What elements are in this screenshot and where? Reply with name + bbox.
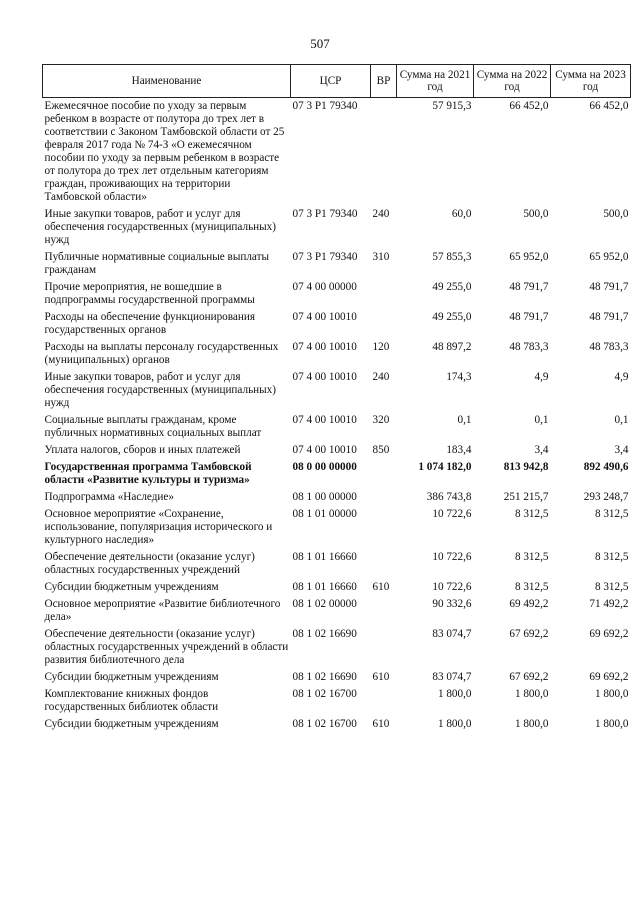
row-vr: 240 bbox=[372, 371, 390, 383]
row-sum-2023: 65 952,0 bbox=[589, 251, 629, 263]
row-vr: 120 bbox=[372, 341, 390, 353]
table-row bbox=[43, 579, 631, 596]
row-csr: 07 4 00 10010 bbox=[292, 444, 357, 456]
row-csr: 08 1 02 16690 bbox=[292, 628, 357, 640]
row-sum-2022: 8 312,5 bbox=[514, 508, 549, 520]
table-row bbox=[43, 506, 631, 549]
table-row bbox=[43, 669, 631, 686]
row-sum-2022: 1 800,0 bbox=[514, 718, 549, 730]
table-row bbox=[43, 309, 631, 339]
row-sum-2023: 1 800,0 bbox=[594, 688, 629, 700]
table-row bbox=[43, 686, 631, 716]
row-vr bbox=[371, 309, 397, 339]
row-csr: 07 4 00 10010 bbox=[292, 341, 357, 353]
header-csr: ЦСР bbox=[291, 65, 371, 98]
row-vr bbox=[371, 596, 397, 626]
row-sum-2021: 386 743,8 bbox=[426, 491, 472, 503]
row-sum-2022: 251 215,7 bbox=[503, 491, 549, 503]
row-csr: 08 1 02 16690 bbox=[292, 671, 357, 683]
table-header bbox=[43, 65, 631, 98]
row-vr bbox=[371, 549, 397, 579]
row-sum-2022: 1 800,0 bbox=[514, 688, 549, 700]
row-csr: 07 3 P1 79340 bbox=[292, 208, 358, 220]
header-vr: ВР bbox=[371, 65, 397, 98]
row-sum-2023: 48 791,7 bbox=[589, 311, 629, 323]
row-vr: 850 bbox=[372, 444, 390, 456]
row-name: Иные закупки товаров, работ и услуг для обеспечения государственных (муниципальных) нужд bbox=[44, 371, 276, 409]
row-sum-2021: 183,4 bbox=[446, 444, 472, 456]
table-row bbox=[43, 249, 631, 279]
header-name: Наименование bbox=[43, 65, 291, 98]
row-name: Расходы на обеспечение функционирования государственных органов bbox=[44, 311, 255, 336]
row-sum-2023: 293 248,7 bbox=[583, 491, 629, 503]
row-csr: 07 3 P1 79340 bbox=[292, 251, 358, 263]
row-sum-2021: 90 332,6 bbox=[432, 598, 472, 610]
table-row bbox=[43, 459, 631, 489]
row-vr: 310 bbox=[372, 251, 390, 263]
row-vr bbox=[371, 98, 397, 207]
table-row bbox=[43, 716, 631, 733]
row-sum-2023: 1 800,0 bbox=[594, 718, 629, 730]
table-row bbox=[43, 206, 631, 249]
row-name: Субсидии бюджетным учреждениям bbox=[44, 718, 219, 730]
row-sum-2021: 1 800,0 bbox=[437, 688, 472, 700]
row-vr bbox=[371, 686, 397, 716]
row-csr: 08 1 02 00000 bbox=[292, 598, 357, 610]
row-sum-2023: 500,0 bbox=[603, 208, 629, 220]
row-sum-2022: 8 312,5 bbox=[514, 581, 549, 593]
row-sum-2021: 83 074,7 bbox=[432, 628, 472, 640]
row-sum-2021: 57 855,3 bbox=[432, 251, 472, 263]
row-csr: 08 1 01 16660 bbox=[292, 551, 357, 563]
row-sum-2021: 10 722,6 bbox=[432, 508, 472, 520]
row-sum-2023: 66 452,0 bbox=[589, 100, 629, 112]
row-sum-2022: 0,1 bbox=[534, 414, 549, 426]
row-csr: 08 1 02 16700 bbox=[292, 688, 357, 700]
row-sum-2021: 60,0 bbox=[451, 208, 472, 220]
row-vr: 320 bbox=[372, 414, 390, 426]
row-vr bbox=[371, 459, 397, 489]
header-sum-2022: Сумма на 2022 год bbox=[474, 65, 551, 98]
row-name: Основное мероприятие «Сохранение, использование, популяризация исторического и культурного наследия» bbox=[44, 508, 273, 546]
row-name: Публичные нормативные социальные выплаты гражданам bbox=[44, 251, 270, 276]
row-csr: 07 4 00 10010 bbox=[292, 311, 357, 323]
row-name: Социальные выплаты гражданам, кроме публичных нормативных социальных выплат bbox=[44, 414, 262, 439]
row-sum-2022: 8 312,5 bbox=[514, 551, 549, 563]
row-name: Основное мероприятие «Развитие библиотечного дела» bbox=[44, 598, 281, 623]
row-sum-2022: 48 783,3 bbox=[509, 341, 549, 353]
row-sum-2022: 3,4 bbox=[534, 444, 549, 456]
budget-table bbox=[42, 64, 631, 733]
row-sum-2023: 8 312,5 bbox=[594, 581, 629, 593]
row-vr: 610 bbox=[372, 671, 390, 683]
table-row bbox=[43, 596, 631, 626]
row-sum-2023: 3,4 bbox=[614, 444, 629, 456]
row-sum-2021: 174,3 bbox=[446, 371, 472, 383]
row-sum-2023: 0,1 bbox=[614, 414, 629, 426]
table-row bbox=[43, 412, 631, 442]
row-vr: 240 bbox=[372, 208, 390, 220]
row-sum-2023: 69 692,2 bbox=[589, 671, 629, 683]
row-sum-2022: 4,9 bbox=[534, 371, 549, 383]
row-name: Обеспечение деятельности (оказание услуг) областных государственных учреждений в области развития библиотечного дела bbox=[44, 628, 289, 666]
row-vr: 610 bbox=[372, 718, 390, 730]
table-row bbox=[43, 442, 631, 459]
row-sum-2021: 10 722,6 bbox=[432, 551, 472, 563]
row-sum-2021: 1 074 182,0 bbox=[418, 461, 472, 473]
row-sum-2022: 813 942,8 bbox=[503, 461, 549, 473]
header-sum-2021: Сумма на 2021 год bbox=[397, 65, 474, 98]
row-name: Подпрограмма «Наследие» bbox=[44, 491, 174, 503]
row-csr: 07 3 P1 79340 bbox=[292, 100, 358, 112]
table-body bbox=[43, 98, 631, 734]
row-csr: 07 4 00 10010 bbox=[292, 414, 357, 426]
row-csr: 08 1 02 16700 bbox=[292, 718, 357, 730]
row-name: Субсидии бюджетным учреждениям bbox=[44, 581, 219, 593]
row-name: Государственная программа Тамбовской области «Развитие культуры и туризма» bbox=[44, 461, 252, 486]
row-csr: 08 1 01 00000 bbox=[292, 508, 357, 520]
row-sum-2023: 48 783,3 bbox=[589, 341, 629, 353]
row-sum-2022: 500,0 bbox=[523, 208, 549, 220]
row-sum-2022: 69 492,2 bbox=[509, 598, 549, 610]
row-csr: 08 1 01 16660 bbox=[292, 581, 357, 593]
row-name: Субсидии бюджетным учреждениям bbox=[44, 671, 219, 683]
row-sum-2023: 48 791,7 bbox=[589, 281, 629, 293]
row-sum-2022: 65 952,0 bbox=[509, 251, 549, 263]
row-sum-2021: 49 255,0 bbox=[432, 281, 472, 293]
table-row bbox=[43, 369, 631, 412]
row-sum-2023: 8 312,5 bbox=[594, 551, 629, 563]
row-sum-2023: 8 312,5 bbox=[594, 508, 629, 520]
row-vr bbox=[371, 626, 397, 669]
row-name: Иные закупки товаров, работ и услуг для обеспечения государственных (муниципальных) нужд bbox=[44, 208, 276, 246]
row-sum-2022: 67 692,2 bbox=[509, 628, 549, 640]
row-sum-2023: 71 492,2 bbox=[589, 598, 629, 610]
row-name: Обеспечение деятельности (оказание услуг) областных государственных учреждений bbox=[44, 551, 255, 576]
row-sum-2022: 48 791,7 bbox=[509, 311, 549, 323]
row-sum-2021: 1 800,0 bbox=[437, 718, 472, 730]
row-csr: 08 0 00 00000 bbox=[292, 461, 357, 473]
row-name: Расходы на выплаты персоналу государственных (муниципальных) органов bbox=[44, 341, 279, 366]
table-row bbox=[43, 279, 631, 309]
row-csr: 08 1 00 00000 bbox=[292, 491, 357, 503]
row-sum-2021: 48 897,2 bbox=[432, 341, 472, 353]
row-sum-2023: 4,9 bbox=[614, 371, 629, 383]
row-csr: 07 4 00 00000 bbox=[292, 281, 357, 293]
row-vr bbox=[371, 279, 397, 309]
header-sum-2023: Сумма на 2023 год bbox=[551, 65, 631, 98]
row-sum-2021: 57 915,3 bbox=[432, 100, 472, 112]
row-name: Уплата налогов, сборов и иных платежей bbox=[44, 444, 241, 456]
table-row bbox=[43, 549, 631, 579]
row-sum-2022: 48 791,7 bbox=[509, 281, 549, 293]
table-row bbox=[43, 98, 631, 207]
row-name: Комплектование книжных фондов государственных библиотек области bbox=[44, 688, 219, 713]
row-sum-2021: 49 255,0 bbox=[432, 311, 472, 323]
row-sum-2021: 0,1 bbox=[457, 414, 472, 426]
row-sum-2022: 67 692,2 bbox=[509, 671, 549, 683]
table-row bbox=[43, 339, 631, 369]
row-sum-2023: 892 490,6 bbox=[583, 461, 629, 473]
page-number: 507 bbox=[310, 36, 330, 51]
row-sum-2021: 10 722,6 bbox=[432, 581, 472, 593]
row-vr: 610 bbox=[372, 581, 390, 593]
row-csr: 07 4 00 10010 bbox=[292, 371, 357, 383]
row-sum-2022: 66 452,0 bbox=[509, 100, 549, 112]
table-row bbox=[43, 489, 631, 506]
row-vr bbox=[371, 506, 397, 549]
row-name: Прочие мероприятия, не вошедшие в подпрограммы государственной программы bbox=[44, 281, 255, 306]
row-vr bbox=[371, 489, 397, 506]
row-sum-2023: 69 692,2 bbox=[589, 628, 629, 640]
table-row bbox=[43, 626, 631, 669]
row-sum-2021: 83 074,7 bbox=[432, 671, 472, 683]
row-name: Ежемесячное пособие по уходу за первым ребенком в возрасте от полутора до трех лет в соответствии с Законом Тамбовской области от 25 февраля 2017 года № 74-З «О ежемесячном пособии по уходу за первым ребенком в возрасте от полутора до трех лет отдельным категориям граждан, проживающих на территории Тамбовской области» bbox=[44, 100, 285, 203]
